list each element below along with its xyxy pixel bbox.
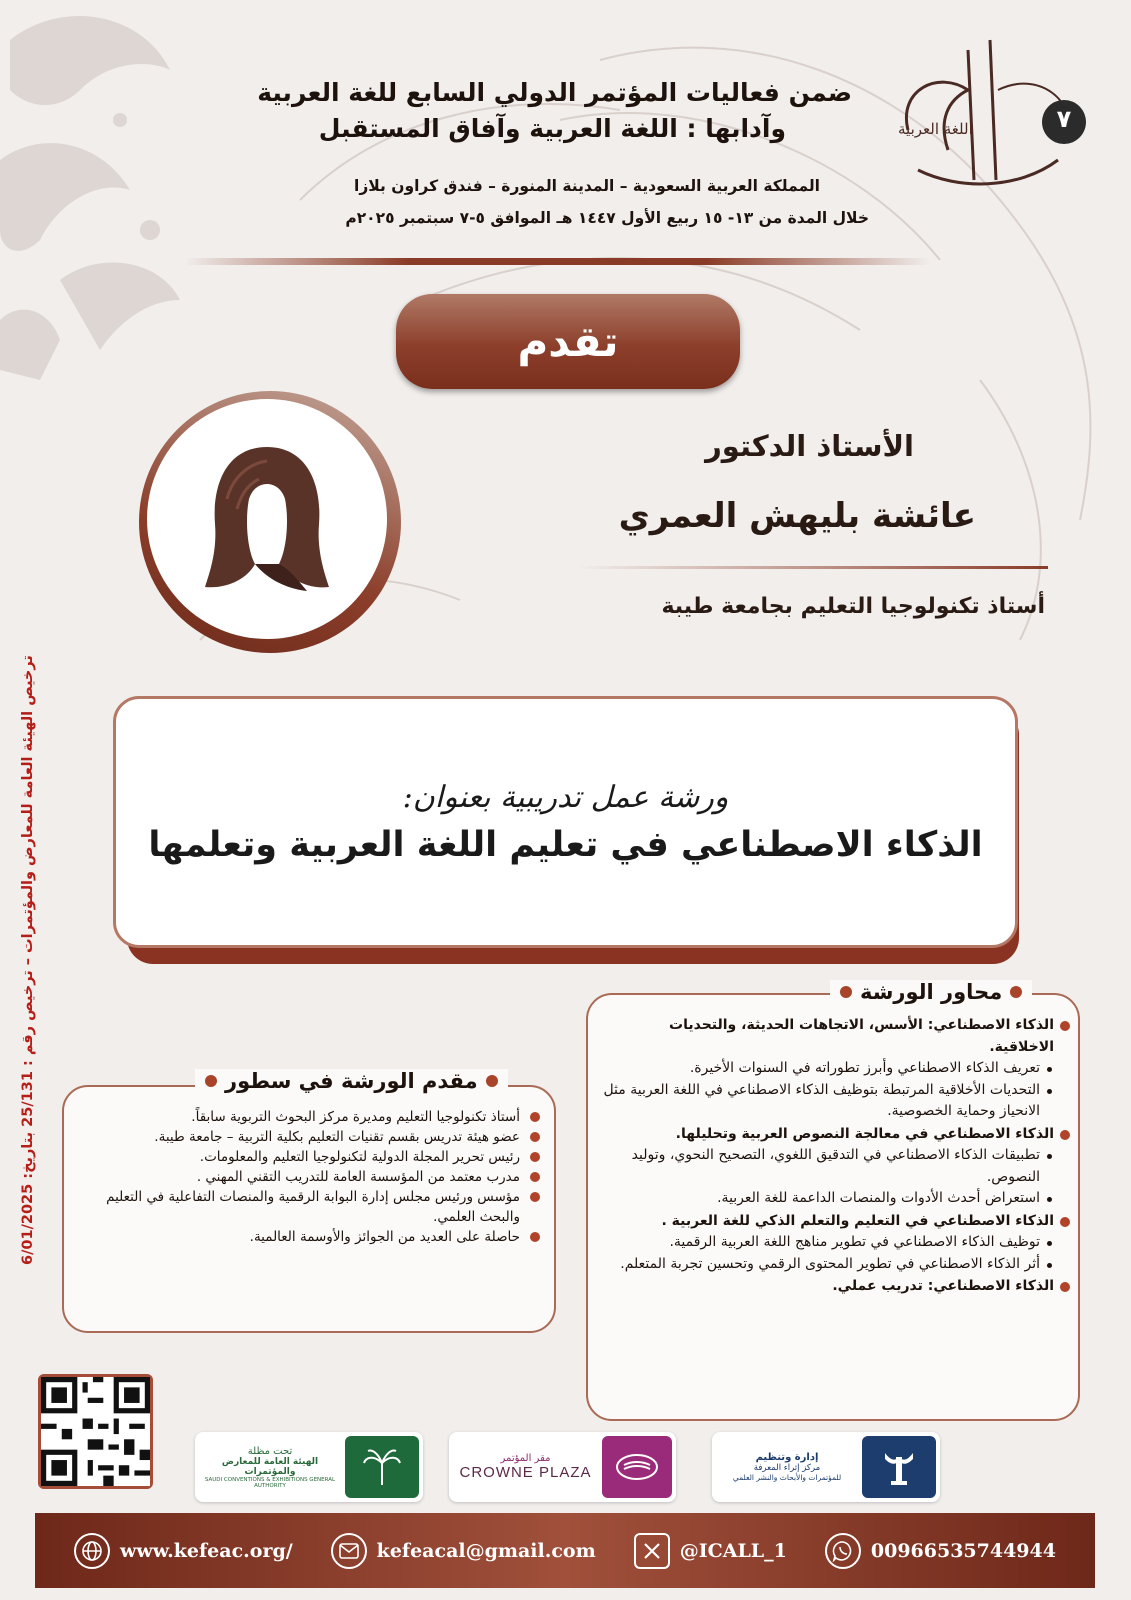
axis-sub-item: تطبيقات الذكاء الاصطناعي في التدقيق اللغوي، التصحيح النحوي، وتوليد النصوص. <box>600 1145 1070 1188</box>
authority-name-ar: الهيئة العامة للمعارض والمؤتمرات <box>221 1456 319 1477</box>
footer-website-text: www.kefeac.org/ <box>119 1539 293 1562</box>
conference-logo <box>878 30 1098 200</box>
footer-email[interactable] <box>331 1533 596 1569</box>
axis-sub-item: التحديات الأخلاقية المرتبطة بتوظيف الذكاء الاصطناعي في اللغة العربية مثل الانحياز وحماية الخصوصية. <box>600 1080 1070 1123</box>
axis-main-item: الذكاء الاصطناعي في التعليم والتعلم الذكي للغة العربية . <box>600 1211 1070 1233</box>
organizer-line-1: مركز إثراء المعرفة <box>753 1463 821 1473</box>
presenter-role: أستاذ تكنولوجيا التعليم بجامعة طيبة <box>661 594 1045 619</box>
bio-item: مؤسس ورئيس مجلس إدارة البوابة الرقمية والمنصات التفاعلية في التعليم والبحث العلمي. <box>80 1187 540 1227</box>
organizer-logo <box>712 1432 940 1502</box>
footer-whatsapp-text: 00966535744944 <box>870 1539 1056 1562</box>
workshop-title: الذكاء الاصطناعي في تعليم اللغة العربية وتعلمها <box>148 824 983 865</box>
qr-code-icon <box>41 1377 150 1486</box>
header-dates: خلال المدة من ١٣- ١٥ ربيع الأول ١٤٤٧ هـ الموافق ٥-٧ سبتمبر ٢٠٢٥م <box>345 209 869 227</box>
authority-caption: تحت مظلة <box>247 1445 293 1457</box>
avatar <box>147 399 387 639</box>
organizer-caption: إدارة وتنظيم <box>755 1452 819 1463</box>
conference-logo-text: اللغة العربية <box>898 120 973 138</box>
venue-name: CROWNE PLAZA <box>459 1464 592 1481</box>
whatsapp-icon <box>825 1533 861 1569</box>
workshop-intro: ورشة عمل تدريبية بعنوان: <box>402 779 729 815</box>
bio-heading: مقدم الورشة في سطور <box>195 1069 508 1093</box>
axis-sub-item: تعريف الذكاء الاصطناعي وأبرز تطوراته في السنوات الأخيرة. <box>600 1058 1070 1080</box>
authority-logo <box>195 1432 423 1502</box>
footer-website[interactable] <box>74 1533 293 1569</box>
authority-name-en: SAUDI CONVENTIONS & EXHIBITIONS GENERAL AUTHORITY <box>204 1476 336 1489</box>
bio-item: حاصلة على العديد من الجوائز والأوسمة العالمية. <box>80 1227 540 1247</box>
venue-logo <box>449 1432 676 1502</box>
email-icon <box>331 1533 367 1569</box>
axis-sub-item: استعراض أحدث الأدوات والمنصات الداعمة للغة العربية. <box>600 1188 1070 1210</box>
venue-caption: مقر المؤتمر <box>500 1453 551 1464</box>
heading-dot-icon <box>840 986 852 998</box>
bio-item: عضو هيئة تدريس بقسم تقنيات التعليم بكلية التربية – جامعة طيبة. <box>80 1127 540 1147</box>
bio-item: مدرب معتمد من المؤسسة العامة للتدريب التقني المهني . <box>80 1167 540 1187</box>
organizer-icon <box>862 1436 936 1498</box>
heading-dot-icon <box>486 1075 498 1087</box>
presenter-name: عائشة بليهش العمري <box>618 496 976 536</box>
bio-list <box>80 1107 540 1247</box>
hijab-woman-icon <box>197 439 337 599</box>
presents-badge-label: تقدم <box>517 317 619 366</box>
axis-main-item: الذكاء الاصطناعي: تدريب عملي. <box>600 1276 1070 1298</box>
bio-item: رئيس تحرير المجلة الدولية لتكنولوجيا التعليم والمعلومات. <box>80 1147 540 1167</box>
edition-number: ٧ <box>1056 105 1072 133</box>
presenter-divider <box>578 566 1048 569</box>
bio-item: أستاذ تكنولوجيا التعليم ومديرة مركز البحوث التربوية سابقاً. <box>80 1107 540 1127</box>
presents-badge <box>396 294 740 389</box>
axis-main-item: الذكاء الاصطناعي: الأسس، الاتجاهات الحديثة، والتحديات الاخلاقية. <box>600 1015 1070 1058</box>
header-line-2: وآدابها : اللغة العربية وآفاق المستقبل <box>318 114 786 143</box>
header-divider <box>185 258 930 265</box>
footer-email-text: kefeacal@gmail.com <box>376 1539 596 1562</box>
presenter-title: الأستاذ الدكتور <box>705 429 914 463</box>
header-line-1: ضمن فعاليات المؤتمر الدولي السابع للغة العربية <box>257 78 852 107</box>
globe-icon <box>74 1533 110 1569</box>
axis-main-item: الذكاء الاصطناعي في معالجة النصوص العربية وتحليلها. <box>600 1124 1070 1146</box>
header-location: المملكة العربية السعودية – المدينة المنورة – فندق كراون بلازا <box>354 177 820 195</box>
organizer-line-2: للمؤتمرات والأبحاث والنشر العلمي <box>732 1473 842 1482</box>
qr-code[interactable] <box>38 1374 153 1489</box>
palm-icon <box>345 1436 419 1498</box>
footer-whatsapp[interactable] <box>825 1533 1056 1569</box>
license-text: ترخيص الهيئة العامة للمعارض والمؤتمرات – ترخيص رقم : 25/131 بتاريخ: 6/01/2025 <box>20 655 36 1265</box>
avatar-frame <box>139 391 401 653</box>
crowne-plaza-icon <box>602 1436 672 1498</box>
axis-sub-item: توظيف الذكاء الاصطناعي في تطوير مناهج اللغة العربية الرقمية. <box>600 1232 1070 1254</box>
heading-dot-icon <box>1010 986 1022 998</box>
heading-dot-icon <box>205 1075 217 1087</box>
x-icon <box>634 1533 670 1569</box>
axes-heading: محاور الورشة <box>830 980 1032 1004</box>
footer-x-text: @ICALL_1 <box>679 1539 787 1562</box>
workshop-title-box <box>113 696 1018 948</box>
footer-x[interactable] <box>634 1533 787 1569</box>
footer-bar <box>35 1513 1095 1588</box>
axis-sub-item: أثر الذكاء الاصطناعي في تطوير المحتوى الرقمي وتحسين تجربة المتعلم. <box>600 1254 1070 1276</box>
axes-list <box>600 1014 1070 1298</box>
